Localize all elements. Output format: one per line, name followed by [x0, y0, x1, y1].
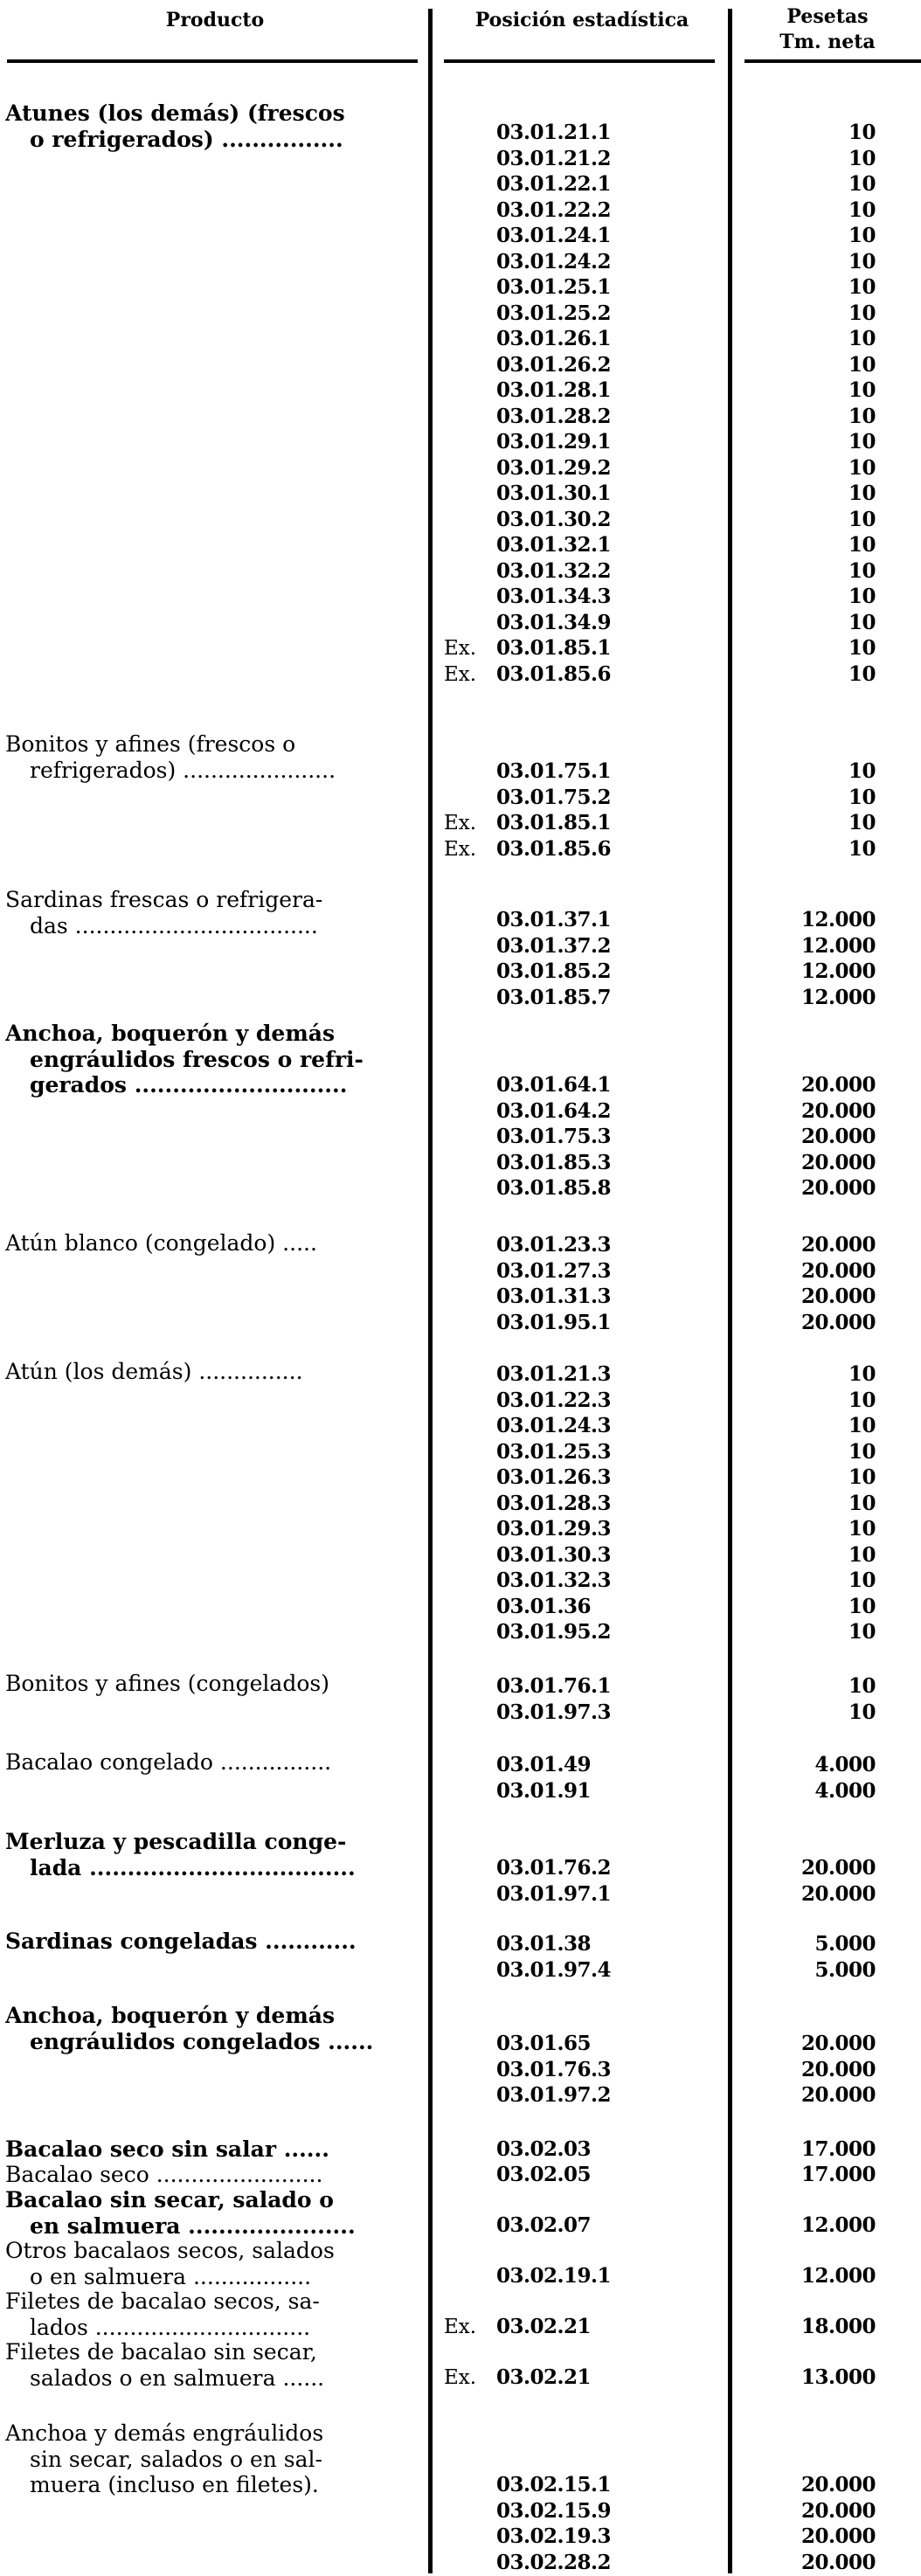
statistical-position-code: 03.01.85.7: [496, 985, 612, 1009]
product-label-line: lados ...............................: [30, 2314, 311, 2340]
pesetas-value: 10: [848, 811, 876, 834]
pesetas-value: 4.000: [814, 1753, 876, 1776]
statistical-position-code: 03.01.29.1: [496, 430, 612, 454]
product-label-line: Filetes de bacalao secos, sa-: [5, 2289, 320, 2314]
pesetas-value: 10: [848, 1439, 876, 1464]
pesetas-value: 10: [848, 352, 876, 377]
statistical-position-code: 03.02.03: [496, 2137, 592, 2161]
pesetas-value: 10: [848, 430, 876, 454]
product-label-line: o en salmuera .................: [30, 2263, 312, 2289]
product-label-line: Otros bacalaos secos, salados: [5, 2238, 335, 2263]
pesetas-value: 20.000: [800, 2498, 876, 2523]
pesetas-value: 17.000: [800, 2137, 876, 2161]
pesetas-value: 10: [848, 1620, 876, 1644]
statistical-position-code: 03.01.76.2: [496, 1856, 612, 1880]
pesetas-value: 20.000: [800, 2473, 876, 2496]
product-label-line: Bonitos y afines (frescos o: [5, 731, 296, 757]
statistical-position-code: 03.01.31.3: [496, 1285, 612, 1308]
statistical-position-code: 03.01.49: [496, 1753, 592, 1776]
pesetas-value: 10: [848, 481, 876, 505]
statistical-position-code: 03.01.24.2: [496, 249, 612, 274]
product-label-line: Filetes de bacalao sin secar,: [5, 2339, 317, 2365]
statistical-position-code: 03.02.15.1: [496, 2473, 612, 2496]
statistical-position-code: 03.01.26.2: [496, 352, 612, 377]
pesetas-value: 12.000: [800, 959, 876, 983]
ex-marker: Ex.: [444, 637, 477, 660]
pesetas-value: 12.000: [800, 985, 876, 1009]
statistical-position-code: 03.01.32.1: [496, 533, 612, 557]
pesetas-value: 10: [848, 759, 876, 783]
statistical-position-code: 03.01.30.2: [496, 507, 612, 531]
column-divider-left: [428, 9, 433, 2573]
statistical-position-code: 03.01.64.1: [496, 1073, 612, 1097]
product-label-line: o refrigerados) ................: [30, 126, 343, 152]
header-rule-posicion: [444, 59, 715, 63]
pesetas-value: 20.000: [800, 1233, 876, 1257]
statistical-position-code: 03.01.38: [496, 1932, 592, 1956]
statistical-position-code: 03.01.75.1: [496, 759, 612, 783]
statistical-position-code: 03.01.27.3: [496, 1258, 612, 1283]
statistical-position-code: 03.02.07: [496, 2213, 592, 2237]
pesetas-value: 20.000: [800, 1073, 876, 1097]
product-label-line: Anchoa, boquerón y demás: [5, 2003, 336, 2028]
column-header-posicion: Posición estadística: [474, 9, 689, 31]
statistical-position-code: 03.02.19.1: [496, 2264, 612, 2288]
pesetas-value: 10: [848, 1491, 876, 1515]
statistical-position-code: 03.01.24.1: [496, 224, 612, 247]
statistical-position-code: 03.02.21: [496, 2315, 592, 2338]
pesetas-value: 10: [848, 224, 876, 247]
product-label-line: refrigerados) ......................: [30, 757, 336, 783]
statistical-position-code: 03.01.21.2: [496, 146, 612, 170]
pesetas-value: 20.000: [800, 1125, 876, 1148]
column-divider-right: [728, 9, 732, 2573]
statistical-position-code: 03.01.24.3: [496, 1414, 612, 1437]
statistical-position-code: 03.01.23.3: [496, 1233, 612, 1257]
statistical-position-code: 03.01.64.2: [496, 1098, 612, 1123]
pesetas-value: 20.000: [800, 1258, 876, 1283]
pesetas-value: 10: [848, 378, 876, 402]
pesetas-value: 10: [848, 636, 876, 660]
statistical-position-code: 03.01.95.2: [496, 1620, 612, 1644]
product-label-line: engráulidos frescos o refri-: [30, 1046, 364, 1072]
pesetas-value: 20.000: [800, 2032, 876, 2055]
ex-marker: Ex.: [444, 812, 477, 834]
statistical-position-code: 03.02.15.9: [496, 2498, 612, 2523]
pesetas-value: 10: [848, 785, 876, 809]
product-label-line: Anchoa y demás engráulidos: [5, 2420, 324, 2446]
pesetas-value: 10: [848, 1568, 876, 1592]
statistical-position-code: 03.01.37.1: [496, 908, 612, 931]
pesetas-value: 10: [848, 249, 876, 274]
pesetas-value: 10: [848, 1542, 876, 1567]
statistical-position-code: 03.01.32.2: [496, 558, 612, 583]
statistical-position-code: 03.01.85.1: [496, 636, 612, 660]
pesetas-value: 10: [848, 172, 876, 196]
statistical-position-code: 03.01.97.2: [496, 2083, 612, 2107]
statistical-position-code: 03.01.85.6: [496, 661, 612, 686]
pesetas-value: 5.000: [814, 1932, 876, 1956]
pesetas-value: 10: [848, 610, 876, 634]
product-label-line: Sardinas frescas o refrigera-: [5, 887, 323, 912]
pesetas-value: 10: [848, 585, 876, 608]
statistical-position-code: 03.01.22.2: [496, 197, 612, 222]
pesetas-value: 10: [848, 533, 876, 557]
pesetas-value: 10: [848, 301, 876, 325]
product-label-line: sin secar, salados o en sal-: [30, 2446, 322, 2472]
pesetas-value: 10: [848, 507, 876, 531]
statistical-position-code: 03.02.28.2: [496, 2550, 612, 2574]
pesetas-value: 20.000: [800, 1856, 876, 1880]
product-label-line: Sardinas congeladas ............: [5, 1929, 357, 1954]
statistical-position-code: 03.01.26.1: [496, 327, 612, 350]
pesetas-value: 10: [848, 146, 876, 170]
column-header-tm-neta: Tm. neta: [779, 31, 876, 53]
pesetas-value: 20.000: [800, 2550, 876, 2574]
pesetas-value: 10: [848, 1517, 876, 1541]
pesetas-value: 10: [848, 275, 876, 299]
pesetas-value: 10: [848, 1700, 876, 1724]
pesetas-value: 10: [848, 1414, 876, 1437]
statistical-position-code: 03.01.95.1: [496, 1310, 612, 1334]
product-label-line: salados o en salmuera ......: [30, 2365, 325, 2391]
statistical-position-code: 03.01.37.2: [496, 933, 612, 958]
statistical-position-code: 03.01.32.3: [496, 1568, 612, 1592]
statistical-position-code: 03.01.34.9: [496, 610, 612, 634]
statistical-position-code: 03.01.25.3: [496, 1439, 612, 1464]
pesetas-value: 20.000: [800, 1150, 876, 1174]
product-label-line: Atún (los demás) ...............: [5, 1359, 303, 1384]
ex-marker: Ex.: [444, 2366, 477, 2389]
statistical-position-code: 03.01.22.3: [496, 1388, 612, 1412]
statistical-position-code: 03.02.21: [496, 2365, 592, 2389]
pesetas-value: 20.000: [800, 2083, 876, 2107]
product-label-line: Atunes (los demás) (frescos: [5, 100, 345, 126]
pesetas-value: 18.000: [800, 2315, 876, 2338]
pesetas-value: 10: [848, 121, 876, 144]
product-label-line: muera (incluso en filetes).: [30, 2472, 319, 2497]
pesetas-value: 10: [848, 1674, 876, 1698]
product-label-line: Bacalao sin secar, salado o: [5, 2187, 334, 2212]
pesetas-value: 12.000: [800, 2213, 876, 2237]
product-label-line: engráulidos congelados ......: [30, 2028, 374, 2054]
statistical-position-code: 03.01.28.1: [496, 378, 612, 402]
header-rule-producto: [7, 59, 418, 63]
pesetas-value: 20.000: [800, 1310, 876, 1334]
product-label-line: en salmuera ......................: [30, 2212, 356, 2239]
product-label-line: Bacalao congelado ................: [5, 1749, 332, 1775]
product-label-line: Merluza y pescadilla conge-: [5, 1829, 347, 1854]
statistical-position-code: 03.01.85.1: [496, 811, 612, 834]
pesetas-value: 12.000: [800, 933, 876, 958]
pesetas-value: 4.000: [814, 1778, 876, 1803]
statistical-position-code: 03.01.91: [496, 1778, 592, 1803]
statistical-position-code: 03.01.76.3: [496, 2057, 612, 2081]
statistical-position-code: 03.01.97.1: [496, 1881, 612, 1906]
pesetas-value: 10: [848, 1465, 876, 1489]
pesetas-value: 12.000: [800, 2264, 876, 2288]
pesetas-value: 20.000: [800, 2057, 876, 2081]
statistical-position-code: 03.02.05: [496, 2163, 592, 2186]
pesetas-value: 10: [848, 836, 876, 861]
statistical-position-code: 03.02.19.3: [496, 2524, 612, 2548]
statistical-position-code: 03.01.75.2: [496, 785, 612, 809]
pesetas-value: 10: [848, 404, 876, 428]
pesetas-value: 20.000: [800, 1285, 876, 1308]
pesetas-value: 20.000: [800, 1881, 876, 1906]
statistical-position-code: 03.01.26.3: [496, 1465, 612, 1489]
product-label-line: lada ...................................: [30, 1854, 356, 1880]
statistical-position-code: 03.01.34.3: [496, 585, 612, 608]
statistical-position-code: 03.01.30.1: [496, 481, 612, 505]
statistical-position-code: 03.01.25.1: [496, 275, 612, 299]
pesetas-value: 17.000: [800, 2163, 876, 2186]
statistical-position-code: 03.01.22.1: [496, 172, 612, 196]
pesetas-value: 10: [848, 1362, 876, 1386]
statistical-position-code: 03.01.30.3: [496, 1542, 612, 1567]
ex-marker: Ex.: [444, 662, 477, 686]
statistical-position-code: 03.01.29.3: [496, 1517, 612, 1541]
product-label-line: Bacalao seco sin salar ......: [5, 2136, 329, 2162]
product-label-line: gerados ............................: [30, 1072, 348, 1098]
column-header-pesetas: Pesetas: [786, 5, 869, 28]
statistical-position-code: 03.01.75.3: [496, 1125, 612, 1148]
pesetas-value: 20.000: [800, 1176, 876, 1200]
product-label-line: Bacalao seco ........................: [5, 2162, 323, 2187]
statistical-position-code: 03.01.28.2: [496, 404, 612, 428]
column-header-producto: Producto: [165, 9, 265, 31]
statistical-position-code: 03.01.97.4: [496, 1957, 612, 1982]
ex-marker: Ex.: [444, 2316, 477, 2338]
product-label-line: Bonitos y afines (congelados): [5, 1671, 329, 1696]
pesetas-value: 10: [848, 327, 876, 350]
pesetas-value: 20.000: [800, 1098, 876, 1123]
statistical-position-code: 03.01.21.3: [496, 1362, 612, 1386]
pesetas-value: 12.000: [800, 908, 876, 931]
statistical-position-code: 03.01.36: [496, 1594, 592, 1618]
statistical-position-code: 03.01.28.3: [496, 1491, 612, 1515]
pesetas-value: 20.000: [800, 2524, 876, 2548]
statistical-position-code: 03.01.65: [496, 2032, 592, 2055]
statistical-position-code: 03.01.25.2: [496, 301, 612, 325]
statistical-position-code: 03.01.21.1: [496, 121, 612, 144]
product-label-line: Atún blanco (congelado) .....: [5, 1230, 317, 1256]
pesetas-value: 10: [848, 661, 876, 686]
ex-marker: Ex.: [444, 837, 477, 861]
product-label-line: das ...................................: [30, 912, 318, 938]
pesetas-value: 10: [848, 558, 876, 583]
pesetas-value: 10: [848, 1594, 876, 1618]
statistical-position-code: 03.01.97.3: [496, 1700, 612, 1724]
pesetas-value: 10: [848, 197, 876, 222]
pesetas-value: 10: [848, 1388, 876, 1412]
pesetas-value: 10: [848, 455, 876, 480]
pesetas-value: 13.000: [800, 2365, 876, 2389]
statistical-position-code: 03.01.85.8: [496, 1176, 612, 1200]
statistical-position-code: 03.01.85.3: [496, 1150, 612, 1174]
header-rule-pesetas: [744, 59, 921, 63]
statistical-position-code: 03.01.76.1: [496, 1674, 612, 1698]
statistical-position-code: 03.01.85.2: [496, 959, 612, 983]
product-label-line: Anchoa, boquerón y demás: [5, 1021, 336, 1046]
statistical-position-code: 03.01.29.2: [496, 455, 612, 480]
pesetas-value: 5.000: [814, 1957, 876, 1982]
statistical-position-code: 03.01.85.6: [496, 836, 612, 861]
